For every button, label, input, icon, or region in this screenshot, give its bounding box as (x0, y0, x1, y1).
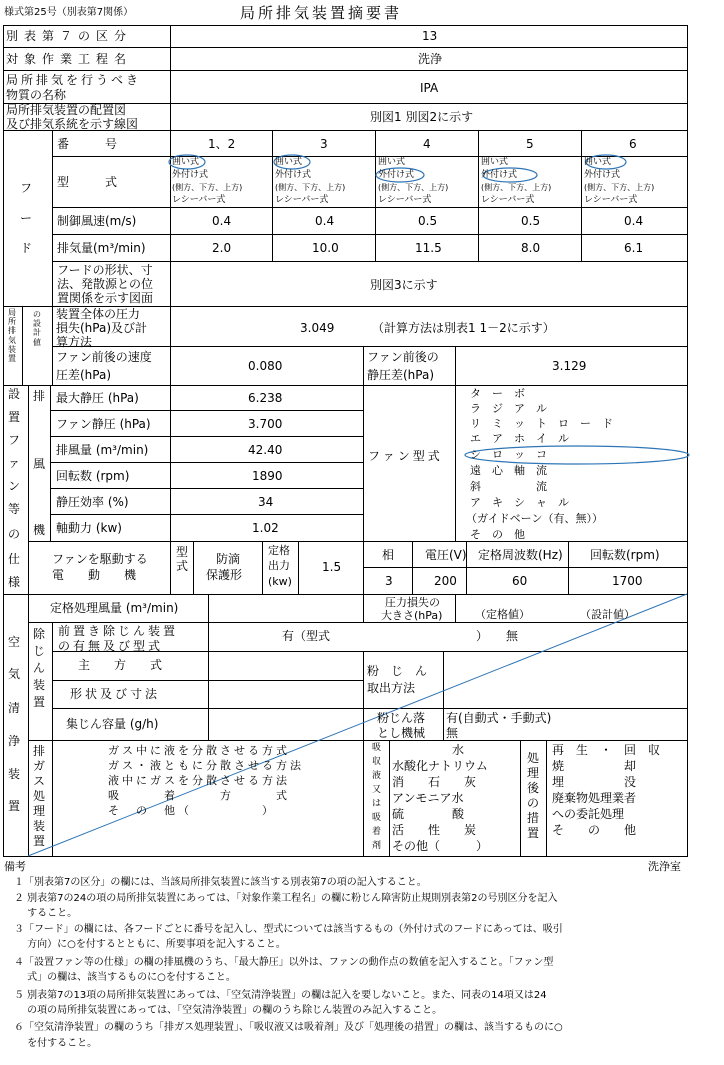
remark-line: ６「空気清浄装置」の欄のうち「排ガス処理装置」、「吸収液又は吸着剤」及び「処理後の措置」の欄は、該当するものに○ (14, 1022, 563, 1033)
dust-removal-label-1: 粉 じ ん (367, 664, 428, 678)
gas-char: 排 (33, 744, 46, 758)
shape-dimension-label: 形状及び寸法 (70, 687, 161, 701)
hood-type-exterior: 外付け式 (481, 170, 518, 180)
fan-side-char: 様 (8, 575, 21, 589)
remarks-place: 洗浄室 (648, 860, 681, 873)
static-diff-value: 3.129 (552, 359, 587, 373)
hood-shape-label-1: フードの形状、寸 (57, 263, 153, 277)
flow-label: 排風量 (m³/min) (56, 443, 149, 457)
efficiency-label: 静圧効率 (%) (56, 495, 129, 509)
rated-value-label: （定格値） (475, 608, 530, 621)
fan-type-option: （ガイドベーン（有、無）） (466, 512, 603, 525)
hood-type-enclosed: 囲い式 (378, 157, 406, 167)
static-diff-label-1: ファン前後の (367, 350, 439, 364)
rated-output-label-1: 定格 (268, 544, 290, 557)
fan-type-option: シ ロ ッ コ (470, 448, 547, 461)
fan-type-label: ファン型式 (368, 449, 443, 463)
hood-type-enclosed: 囲い式 (481, 157, 509, 167)
remark-line: ５ 別表第7の13項の局所排気装置にあっては、「空気清浄装置」の欄は記入を要しないこと。また、同表の14項又は24 (14, 990, 547, 1001)
pressure-loss-value: 3.049 (300, 321, 335, 335)
absorb-option: 活 性 炭 (392, 823, 477, 837)
gas-method-option: そ の 他（ ） (108, 804, 276, 817)
pre-filter-no: ） 無 (476, 629, 519, 643)
static-diff-label-2: 静圧差(hPa) (367, 368, 435, 382)
fan-type-option: タ ー ボ (470, 387, 525, 400)
hood-type-direction: (側方、下方、上方) (378, 183, 449, 192)
motor-type-value-2: 保護形 (206, 568, 243, 582)
speed-diff-value: 0.080 (248, 359, 283, 373)
absorb-option: 水酸化ナトリウム (392, 759, 488, 773)
fan-side-char: の (8, 527, 21, 541)
fan-side-char: 置 (8, 410, 21, 424)
speed-diff-label-2: 圧差(hPa) (56, 368, 112, 382)
post-char: 措 (527, 811, 540, 825)
dust-char: ん (33, 661, 46, 675)
hood-type-direction: (側方、下方、上方) (172, 183, 243, 192)
fan-side-char: ァ (8, 456, 21, 470)
cleaner-side-char: 気 (8, 667, 21, 681)
substance-label-1: 局所排気を行うべき (6, 73, 142, 87)
gas-char: ガ (33, 759, 46, 773)
hood-type-receiver: レシーバー式 (172, 195, 226, 205)
hood-label-3: ド (20, 241, 33, 255)
hood-type-direction: (側方、下方、上方) (584, 183, 655, 192)
hood-shape-value: 別図3に示す (370, 278, 438, 292)
layout-label-1: 局所排気装置の配置図 (6, 103, 127, 117)
revolution-value: 1700 (612, 574, 643, 588)
dust-char: 置 (33, 695, 46, 709)
dust-char: 除 (33, 627, 46, 641)
capacity-label: 集じん容量 (g/h) (66, 717, 159, 731)
dust-removal-label-2: 取出方法 (367, 681, 416, 695)
fan-static-label: ファン静圧 (hPa) (56, 417, 151, 431)
flow-value: 42.40 (248, 443, 283, 457)
hood-type-enclosed: 囲い式 (275, 157, 303, 167)
gas-char: 装 (33, 819, 46, 833)
hood-type-exterior: 外付け式 (172, 170, 209, 180)
gas-method-option: ガス中に液を分散させる方式 (108, 744, 290, 757)
max-static-value: 6.238 (248, 391, 283, 405)
gas-char: 処 (33, 789, 46, 803)
hood-velocity-label: 制御風速(m/s) (57, 214, 137, 228)
speed-diff-label-1: ファン前後の速度 (56, 350, 152, 364)
gas-char: 置 (33, 834, 46, 848)
hood-velocity: 0.5 (521, 214, 541, 228)
work-value: 洗浄 (418, 52, 443, 66)
revolution-label: 回転数(rpm) (590, 548, 660, 562)
remark-line: の項の局所排気装置にあっては、「空気清浄装置」の欄のうち除じん装置のみ記入すること。 (14, 1005, 443, 1016)
dust-fall-value-1: 有(自動式・手動式) (446, 711, 552, 725)
cleaner-side-char: 清 (8, 701, 21, 715)
absorb-char: 剤 (372, 841, 382, 851)
pressure-loss-note: （計算方法は別表1 1－2に示す） (372, 321, 555, 335)
dust-fall-value-2: 無 (446, 726, 459, 740)
rpm-value: 1890 (252, 469, 283, 483)
absorb-option: 硫 酸 (392, 807, 465, 821)
hood-number: 4 (423, 137, 431, 151)
voltage-label: 電圧(V) (425, 548, 467, 562)
motor-type-value-1: 防滴 (216, 552, 241, 566)
fan-type-option: そ の 他 (470, 528, 525, 541)
power-label: 軸動力 (kw) (56, 521, 122, 535)
hood-type-receiver: レシーバー式 (584, 195, 638, 205)
efficiency-value: 34 (258, 495, 274, 509)
design-side-label-1: 局所排気装置 (8, 308, 16, 363)
gas-method-option: 吸 着 方 式 (108, 789, 290, 802)
pre-filter-yes: 有（型式 (282, 629, 331, 643)
hood-volume-label: 排気量(m³/min) (57, 241, 146, 255)
post-option: 廃棄物処理業者 (552, 791, 637, 805)
motor-type-label: 型式 (175, 545, 188, 573)
page-title: 局所排気装置摘要書 (240, 4, 403, 22)
gas-char: ス (33, 774, 46, 788)
fan-type-option: 斜 流 (470, 480, 547, 493)
remark-line: すること。 (14, 908, 78, 919)
absorb-char: 吸 (372, 743, 382, 753)
absorb-option: 水 (452, 743, 465, 757)
max-static-label: 最大静圧 (hPa) (56, 391, 139, 405)
hood-volume: 2.0 (212, 241, 232, 255)
exhaust-char: 排 (33, 389, 46, 403)
hood-type-receiver: レシーバー式 (275, 195, 329, 205)
gas-method-option: ガス・液ともに分散させる方法 (108, 759, 304, 772)
phase-label: 相 (382, 548, 395, 562)
design-side-label-2: の設計値 (33, 310, 41, 347)
pre-filter-label-1: 前置き除じん装置 (58, 624, 179, 638)
hood-volume: 11.5 (415, 241, 442, 255)
main-method-label: 主 方 式 (78, 658, 163, 672)
fan-type-option: ア キ シ ャ ル (470, 496, 569, 509)
motor-label-1: ファンを駆動する (52, 552, 148, 566)
hood-number: 5 (526, 137, 534, 151)
frequency-value: 60 (512, 574, 528, 588)
post-char: の (527, 796, 540, 810)
pressure-loss-label-2: 損失(hPa)及び計 (56, 321, 148, 335)
gas-method-option: 液中にガスを分散させる方法 (108, 774, 290, 787)
dust-fall-label-1: 粉じん落 (377, 711, 426, 725)
fan-side-char: フ (8, 433, 21, 447)
rated-flow-label: 定格処理風量 (m³/min) (50, 601, 179, 615)
post-option: 焼 却 (552, 759, 637, 773)
absorb-char: 液 (372, 771, 382, 781)
form-number: 様式第25号（別表第7関係） (4, 7, 134, 18)
absorb-char: 吸 (372, 813, 382, 823)
cleaner-side-char: 空 (8, 635, 21, 649)
fan-type-option: ラ ジ ア ル (470, 402, 547, 415)
section-value: 13 (422, 29, 438, 43)
hood-label-2: ー (20, 211, 33, 225)
rated-output-label-3: (kw) (268, 575, 292, 588)
rpm-label: 回転数 (rpm) (56, 469, 130, 483)
hood-type-receiver: レシーバー式 (481, 195, 535, 205)
remark-line: 方向）に○を付するとともに、所要事項を記入すること。 (14, 939, 286, 950)
cleaner-side-char: 置 (8, 799, 21, 813)
dust-char: じ (33, 644, 46, 658)
fan-side-char: 設 (8, 387, 21, 401)
cleaner-pressure-loss-label-1: 圧力損失の (385, 596, 440, 609)
hood-velocity: 0.4 (624, 214, 644, 228)
pressure-loss-label-1: 装置全体の圧力 (56, 307, 141, 321)
exhaust-char: 風 (33, 457, 46, 471)
cleaner-side-char: 装 (8, 767, 21, 781)
exhaust-char: 機 (33, 523, 46, 537)
hood-volume: 8.0 (521, 241, 541, 255)
hood-type-receiver: レシーバー式 (378, 195, 432, 205)
fan-type-option: リ ミ ッ ト ロ ー ド (470, 417, 613, 430)
pressure-loss-label-3: 算方法 (56, 335, 93, 349)
hood-label-1: フ (20, 181, 33, 195)
fan-static-value: 3.700 (248, 417, 283, 431)
motor-label-2: 電 動 機 (52, 568, 137, 582)
voltage-value: 200 (434, 574, 457, 588)
hood-volume: 6.1 (624, 241, 644, 255)
hood-type-exterior: 外付け式 (584, 170, 621, 180)
absorb-char: は (372, 799, 382, 809)
dust-char: 装 (33, 678, 46, 692)
remark-line: ３「フード」の欄には、各フードごとに番号を記入し、型式については該当するもの（外付け式のフードにあっては、吸引 (14, 924, 563, 935)
gas-char: 理 (33, 804, 46, 818)
hood-type-enclosed: 囲い式 (584, 157, 612, 167)
rated-output-label-2: 出力 (268, 559, 290, 572)
fan-type-option: エ ア ホ イ ル (470, 432, 569, 445)
power-value: 1.02 (252, 521, 279, 535)
hood-number: 1、2 (208, 137, 236, 151)
phase-value: 3 (385, 574, 393, 588)
pre-filter-label-2: の有無及び型式 (58, 639, 164, 653)
remark-line: 式」の欄は、該当するものに○を付すること。 (14, 972, 236, 983)
post-char: 理 (527, 766, 540, 780)
substance-label-2: 物質の名称 (6, 88, 67, 102)
design-value-label: （設計値） (580, 608, 635, 621)
post-char: 処 (527, 751, 540, 765)
hood-type-enclosed: 囲い式 (172, 157, 200, 167)
absorb-char: 収 (372, 757, 382, 767)
hood-number-label: 番 号 (57, 137, 118, 151)
layout-label-2: 及び排気系統を示す線図 (6, 117, 139, 131)
absorb-option: アンモニア水 (392, 791, 464, 805)
absorb-option: 消 石 灰 (392, 775, 477, 789)
fan-side-char: 等 (8, 502, 21, 516)
hood-type-direction: (側方、下方、上方) (481, 183, 552, 192)
hood-type-exterior: 外付け式 (275, 170, 312, 180)
remarks-label: 備考 (4, 860, 26, 873)
work-label: 対象作業工程名 (6, 52, 133, 66)
hood-type-label: 型 式 (57, 175, 118, 189)
hood-velocity: 0.5 (418, 214, 438, 228)
remark-line: ４「設置ファン等の仕様」の欄の排風機のうち、「最大静圧」以外は、ファンの動作点の数値を記入すること。「ファン型 (14, 957, 554, 968)
post-option: そ の 他 (552, 823, 637, 837)
hood-shape-label-2: 法、発散源との位 (57, 277, 154, 291)
hood-velocity: 0.4 (315, 214, 335, 228)
post-option: への委託処理 (552, 807, 625, 821)
rated-output-value: 1.5 (322, 560, 342, 574)
dust-fall-label-2: とし機械 (377, 726, 426, 740)
hood-number: 3 (320, 137, 328, 151)
substance-value: IPA (420, 81, 439, 95)
remark-line: １「別表第7の区分」の欄には、当該局所排気装置に該当する別表第7の項の記入すること。 (14, 877, 427, 888)
post-char: 置 (527, 826, 540, 840)
hood-type-direction: (側方、下方、上方) (275, 183, 346, 192)
post-option: 再 生 ・ 回 収 (552, 743, 661, 757)
fan-side-char: ン (8, 479, 21, 493)
hood-volume: 10.0 (312, 241, 339, 255)
hood-type-exterior: 外付け式 (378, 170, 415, 180)
absorb-option: その他（ ） (392, 839, 489, 853)
frequency-label: 定格周波数(Hz) (478, 548, 563, 562)
post-char: 後 (527, 781, 540, 795)
layout-value: 別図1 別図2に示す (370, 110, 474, 124)
fan-side-char: 仕 (8, 552, 21, 566)
absorb-char: 又 (372, 785, 382, 795)
cleaner-side-char: 浄 (8, 734, 21, 748)
post-option: 埋 没 (552, 775, 637, 789)
section-label: 別表第７の区分 (6, 29, 133, 43)
remark-line: を付すること。 (14, 1038, 98, 1049)
hood-velocity: 0.4 (212, 214, 232, 228)
hood-number: 6 (629, 137, 637, 151)
hood-shape-label-3: 置関係を示す図面 (57, 291, 154, 305)
cleaner-pressure-loss-label-2: 大きさ(hPa) (381, 609, 443, 622)
fan-type-option: 遠 心 軸 流 (470, 464, 547, 477)
absorb-char: 着 (372, 827, 382, 837)
remark-line: ２ 別表第7の24の項の局所排気装置にあっては、「対象作業工程名」の欄に粉じん障害防止規則別表第2の号別区分を記入 (14, 893, 558, 904)
